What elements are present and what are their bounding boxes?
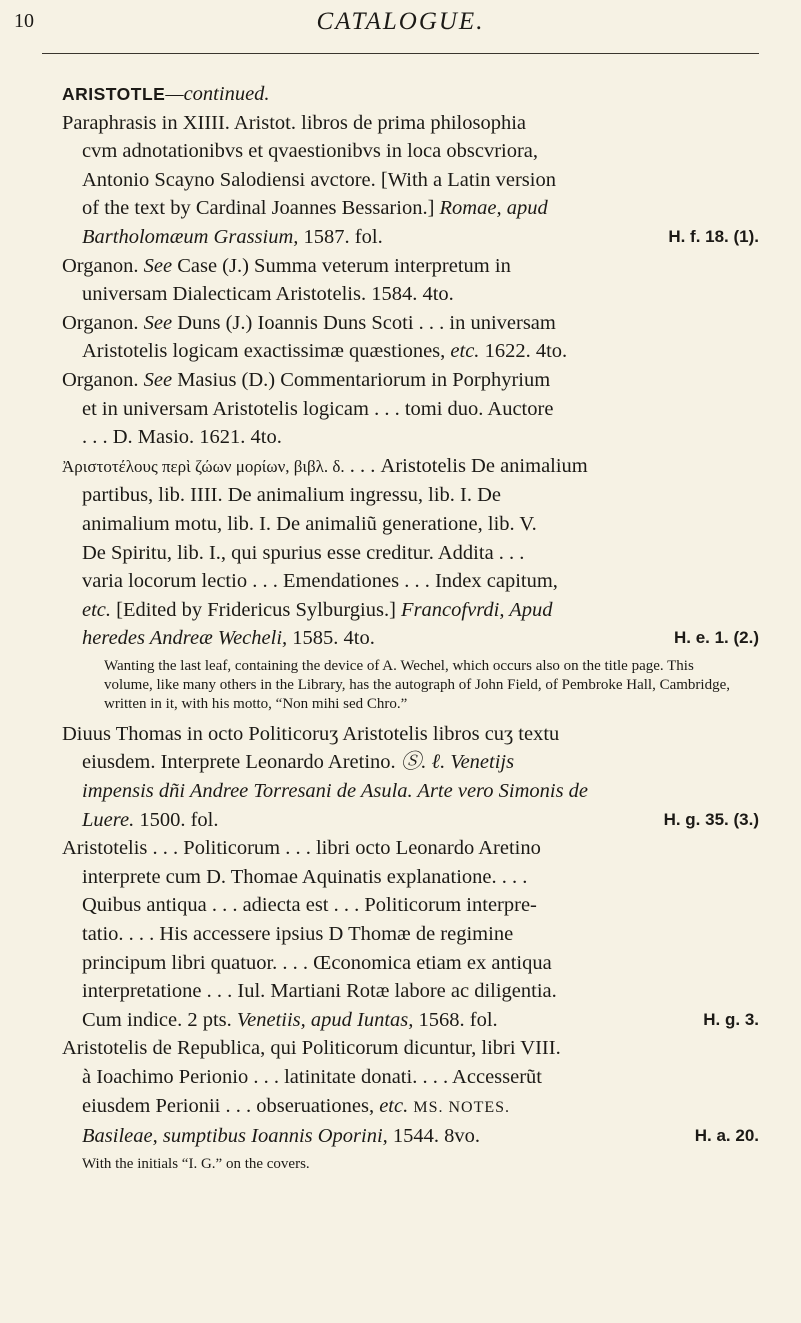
date-format: 1500. fol. [139,808,219,831]
imprint: Ⓢ. ℓ. Venetijs [400,751,515,774]
catalogue-entry [0,366,801,452]
entry-line: principum libri quatuor. . . . Œconomica etiam ex antiqua [82,951,552,974]
date-format: 1587. fol. [303,225,383,248]
entry-line: à Ioachimo Perionio . . . latinitate donati. . . . Accesserũt [82,1066,542,1088]
entry-line: Diuus Thomas in octo Politicoruʒ Aristotelis libros cuʒ textu [62,722,560,745]
catalogue-entry [0,309,801,366]
entry-line: cvm adnotationibvs et qvaestionibvs in loca obscvriora, [82,140,539,163]
entry-line: De Spiritu, lib. I., qui spurius esse creditur. Addita . . . [82,541,525,564]
entry-note: With the initials “I. G.” on the covers. [82,1155,310,1172]
entry-line: Aristotelis . . . Politicorum . . . libri octo Leonardo Aretino [62,837,541,860]
entry-line: Cum indice. 2 pts. [82,1008,232,1031]
imprint: Basileae, sumptibus Ioannis Oporini, [82,1125,388,1148]
see-reference: See [143,311,173,334]
catalogue-entry [0,452,801,653]
catalogue-entry [0,109,801,252]
etc: etc. [379,1094,409,1117]
entry-line: . . . D. Masio. 1621. 4to. [82,426,282,449]
catalogue-entry [0,252,801,309]
entry-line: universam Dialecticam Aristotelis. 1584. 4to. [82,283,454,306]
date-format: 1544. 8vo. [392,1125,481,1148]
entry-line: Paraphrasis in XIIII. Aristot. libros de prima philosophia [62,111,527,134]
catalogue-entry [0,720,801,834]
header-rule [42,53,759,54]
entry-line: Aristotelis de Republica, qui Politicorum dicuntur, libri VIII. [62,1037,561,1060]
entry-line: eiusdem Perionii . . . obseruationes, [82,1094,375,1117]
imprint: Francofvrdi, Apud [401,598,553,621]
shelfmark: H. a. 20. [694,1126,759,1146]
shelfmark: H. e. 1. (2.) [673,628,759,648]
entry-line: [Edited by Fridericus Sylburgius.] [116,598,396,621]
catalogue-entry [0,1034,801,1150]
shelfmark: H. f. 18. (1). [668,226,759,246]
catalogue-entry [0,834,801,1034]
shelfmark: H. g. 35. (3.) [663,809,759,829]
catalogue-entries [0,80,801,1180]
page-number: 10 [14,10,34,32]
date-format: 1568. fol. [418,1008,498,1031]
imprint: Bartholomæum Grassium, [82,225,299,248]
running-head [0,2,801,42]
imprint: Venetiis, apud Iuntas, [236,1008,414,1031]
entry-title: Organon. [62,368,139,391]
imprint: heredes Andreæ Wecheli, [82,627,288,650]
etc: etc. [450,340,480,363]
imprint: Luere. [82,808,135,831]
entry-line: Duns (J.) Ioannis Duns Scoti . . . in universam [177,311,556,334]
entry-line: interpretatione . . . Iul. Martiani Rotæ labore ac diligentia. [82,980,557,1003]
catalogue-entry [0,80,801,109]
see-reference: See [143,254,173,277]
entry-note: Wanting the last leaf, containing the device of A. Wechel, which occurs also on the title page. This volume, like many others in the Library, has the autograph of John Field, of Pembroke Hall, Cambridge, written in it, with his motto, “Non mihi sed Chro.” [104,657,730,712]
imprint: impensis dñi Andree Torresani de Asula. Arte vero Simonis de [82,780,589,803]
entry-line: varia locorum lectio . . . Emendationes . . . Index capitum, [82,570,558,593]
entry-line: tatio. . . . His accessere ipsius D Thomæ de regimine [82,923,514,946]
entry-title: Organon. [62,311,139,334]
entry-line: of the text by Cardinal Joannes Bessarion.] [82,197,435,220]
entry-line: animalium motu, lib. I. De animaliũ generatione, lib. V. [82,512,537,535]
running-title: CATALOGUE. [316,8,485,35]
entry-line: et in universam Aristotelis logicam . . . tomi duo. Auctore [82,397,554,420]
entry-line: Antonio Scayno Salodiensi avctore. [With a Latin version [82,168,556,191]
entry-line: Quibus antiqua . . . adiecta est . . . Politicorum interpre- [82,894,537,917]
shelfmark: H. g. 3. [703,1009,759,1029]
entry-line: Masius (D.) Commentariorum in Porphyrium [177,368,551,391]
greek-title: Ἀριστοτέλους περὶ ζώων μορίων, βιβλ. δ. [62,456,345,476]
entry-line: . . . Aristotelis De animalium [349,454,588,477]
date-format: 1585. 4to. [292,627,375,650]
heading-name: ARISTOTLE [62,84,166,104]
entry-line: Aristotelis logicam exactissimæ quæstiones, [82,340,446,363]
entry-line: eiusdem. Interprete Leonardo Aretino. [82,751,396,774]
ms-notes: MS. NOTES. [413,1098,511,1116]
entry-line: interprete cum D. Thomae Aquinatis explanatione. . . . [82,865,528,888]
see-reference: See [143,368,173,391]
entry-line: Case (J.) Summa veterum interpretum in [177,254,511,277]
etc: etc. [82,598,112,621]
entry-line: 1622. 4to. [484,340,568,363]
heading-suffix: —continued. [165,83,270,105]
entry-title: Organon. [62,254,139,277]
imprint: Romae, apud [439,197,548,220]
entry-line: partibus, lib. IIII. De animalium ingressu, lib. I. De [82,484,502,507]
